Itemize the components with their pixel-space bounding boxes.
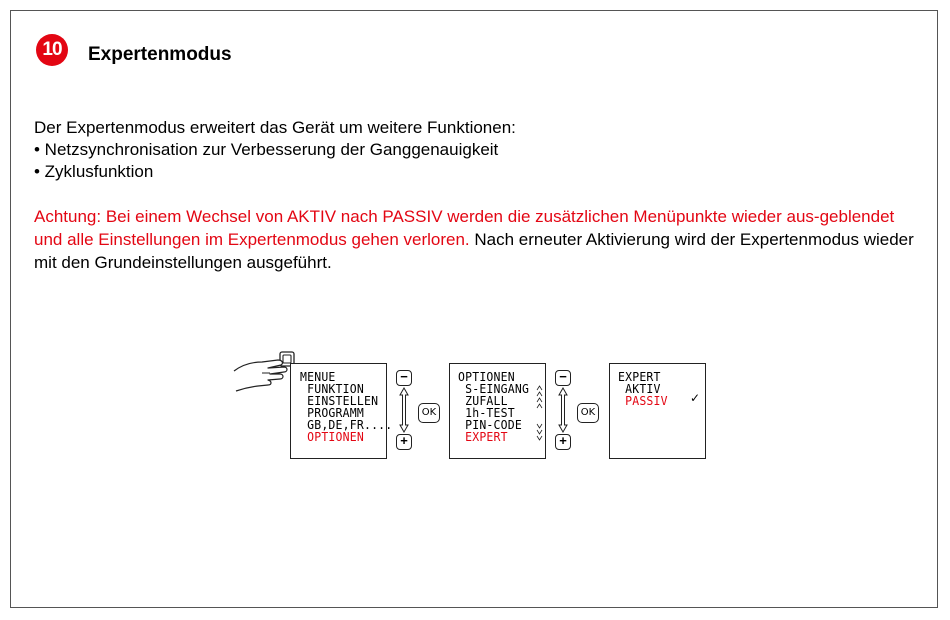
lcd-line-selected: PASSIV xyxy=(618,393,668,408)
checkmark-icon: ✓ xyxy=(690,391,701,405)
ok-key[interactable]: OK xyxy=(577,403,599,423)
warning-normal-text: Nach erneuter Aktivierung wird der Expertenmodus wieder mit den Grundeinstellungen ausgeführt. xyxy=(34,230,914,272)
lcd-line: MENUE xyxy=(300,369,336,384)
minus-key[interactable]: − xyxy=(396,370,412,386)
lcd-line: EINSTELLEN xyxy=(300,393,379,408)
lcd-screen-options xyxy=(449,363,546,459)
intro-lead: Der Expertenmodus erweitert das Gerät um weitere Funktionen: xyxy=(34,118,516,137)
instruction-panel xyxy=(10,10,938,608)
lcd-line: PROGRAMM xyxy=(300,405,364,420)
lcd-line: GB,DE,FR.... xyxy=(300,417,393,432)
step-number-badge: 10 xyxy=(36,34,68,66)
lcd-line: EXPERT xyxy=(618,369,661,384)
lcd-line: AKTIV xyxy=(618,381,661,396)
intro-bullet: • Netzsynchronisation zur Verbesserung der Ganggenauigkeit xyxy=(34,140,499,159)
intro-text xyxy=(34,117,914,183)
warning-paragraph xyxy=(34,205,914,274)
minus-key[interactable]: − xyxy=(555,370,571,386)
lcd-line: PIN-CODE xyxy=(458,417,522,432)
warning-red-text: Achtung: Bei einem Wechsel von AKTIV nach PASSIV werden die zusätzlichen Menüpunkte wieder aus-geblendet und alle Einstellungen im Expertenmodus gehen verloren. xyxy=(34,207,895,249)
plus-key[interactable]: + xyxy=(396,434,412,450)
intro-bullet: • Zyklusfunktion xyxy=(34,162,154,181)
lcd-line: FUNKTION xyxy=(300,381,364,396)
lcd-line: S-EINGANG xyxy=(458,381,530,396)
lcd-line: OPTIONEN xyxy=(458,369,515,384)
lcd-line-selected: EXPERT xyxy=(458,429,508,444)
up-down-arrow-icon xyxy=(398,386,410,434)
scroll-indicator-icon xyxy=(536,384,543,444)
lcd-line-selected: OPTIONEN xyxy=(300,429,364,444)
lcd-screen-menu xyxy=(290,363,393,459)
section-title: Expertenmodus xyxy=(88,44,232,65)
lcd-line: 1h-TEST xyxy=(458,405,515,420)
plus-key[interactable]: + xyxy=(555,434,571,450)
lcd-screen-expert xyxy=(609,363,706,459)
ok-key[interactable]: OK xyxy=(418,403,440,423)
up-down-arrow-icon xyxy=(557,386,569,434)
lcd-line: ZUFALL xyxy=(458,393,508,408)
